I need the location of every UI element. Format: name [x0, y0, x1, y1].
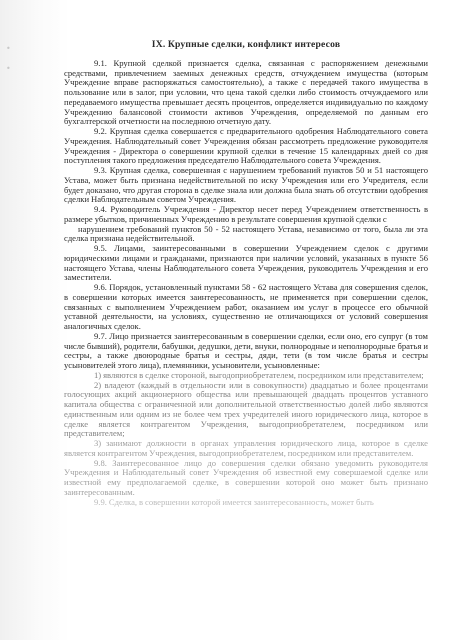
- paragraph-9-7-item-3: 3) занимают должности в органах управления юридического лица, которое в сделке является контрагентом Учреждения, выгодоприобретателем, посредником или представителем.: [64, 438, 428, 458]
- paragraph-9-7: 9.7. Лицо признается заинтересованным в совершении сделки, если оно, его супруг (в том числе бывший), родители, бабушки, дедушки, дети, внуки, полнородные и неполнородные братья и сестры, а также двоюродные братья и сестры, дяди, тети (в том числе братья и сестры усыновителей этого лица), племянники, усыновители, усыновленные:: [64, 330, 428, 370]
- paragraph-9-4-continued: нарушением требований пунктов 50 - 52 настоящего Устава, независимо от того, была ли эта сделка признана недействительной.: [64, 223, 428, 244]
- paragraph-9-1: 9.1. Крупной сделкой признается сделка, связанная с распоряжением денежными средствами, привлечением заемных денежных средств, отчуждением имущества (которым Учреждение вправе распоряжаться самостоятельно), а также с передачей такого имущества в пользование или в залог, при условии, что цена такой сделки либо стоимость отчуждаемого или передаваемого имущества превышает десять процентов, определяется индивидуально по каждому Учреждению балансовой стоимости активов Учреждения, определяемой по данным его бухгалтерской отчетности на последнюю отчетную дату.: [64, 57, 428, 127]
- paragraph-9-9: 9.9. Сделка, в совершении которой имеется заинтересованность, может быть: [94, 496, 374, 507]
- paragraph-9-7-item-2: 2) владеют (каждый в отдельности или в совокупности) двадцатью и более процентами голосующих акций акционерного общества или превышающей двадцать процентов уставного капитала общества с ограниченной или дополнительной ответственностью долей либо являются единственным или одним из не более чем трех учредителей иного юридического лица, которое в сделке является контрагентом Учреждения, выгодоприобретателем, посредником или представителем;: [64, 379, 428, 439]
- paragraph-9-3: 9.3. Крупная сделка, совершенная с нарушением требований пунктов 50 и 51 настоящего Устава, может быть признана недействительной по иску Учреждения или его Учредителя, если будет доказано, что другая сторона в сделке знала или должна была знать об отсутствии одобрения сделки Наблюдательным советом Учреждения.: [64, 165, 428, 205]
- paragraph-9-2: 9.2. Крупная сделка совершается с предварительного одобрения Наблюдательного совета Учреждения. Наблюдательный совет Учреждения обязан рассмотреть предложение руководителя Учреждения - Директора о совершении крупной сделки в течение 15 календарных дней со дня поступления такого предложения председателю Наблюдательного совета Учреждения.: [64, 126, 428, 166]
- paragraph-9-7-item-1: 1) являются в сделке стороной, выгодоприобретателем, посредником или представителем;: [94, 369, 424, 380]
- margin-scan-artifact: • •: [6, 44, 11, 73]
- section-title: IX. Крупные сделки, конфликт интересов: [151, 39, 341, 50]
- paragraph-9-8: 9.8. Заинтересованное лицо до совершения сделки обязано уведомить руководителя Учреждения и Наблюдательный совет Учреждения об известной ему совершаемой сделке или известной ему предполагаемой сделке, в совершении которой оно может быть признано заинтересованным.: [64, 457, 428, 497]
- paragraph-9-5: 9.5. Лицами, заинтересованными в совершении Учреждением сделок с другими юридическими лицами и гражданами, признаются при наличии условий, указанных в пункте 56 настоящего Устава, члены Наблюдательного совета Учреждения, руководитель Учреждения и его заместители.: [64, 243, 428, 283]
- document-body: [64, 40, 428, 507]
- paragraph-9-4: 9.4. Руководитель Учреждения - Директор несет перед Учреждением ответственность в размере убытков, причиненных Учреждению в результате совершения крупной сделки с: [64, 204, 428, 224]
- paragraph-9-6: 9.6. Порядок, установленный пунктами 58 - 62 настоящего Устава для совершения сделок, в совершении которых имеется заинтересованность, не применяется при совершении сделок, связанных с выполнением Учреждением работ, оказанием им услуг в процессе его обычной уставной деятельности, на условиях, существенно не отличающихся от условий совершения аналогичных сделок.: [64, 282, 428, 331]
